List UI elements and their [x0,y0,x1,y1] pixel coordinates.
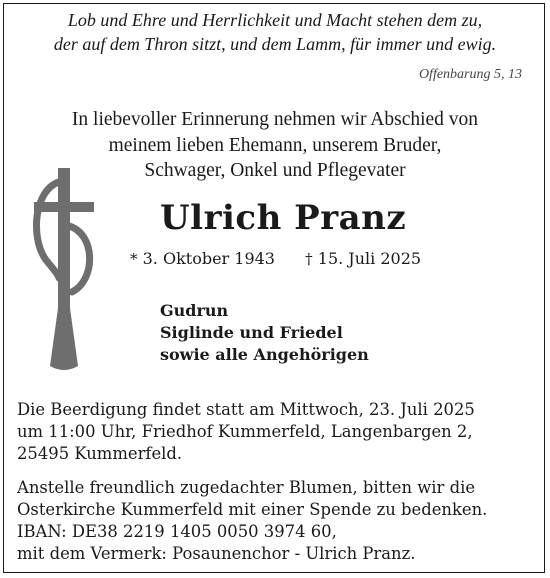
mourner-line: sowie alle Angehörigen [160,345,369,364]
funeral-line-3: 25495 Kummerfeld. [17,444,183,463]
verse-line-1: Lob und Ehre und Herrlichkeit und Macht stehen dem zu, [67,10,483,30]
died-symbol: † [305,250,313,268]
cross-stem [58,168,70,318]
birth-date: 3. Oktober 1943 [142,249,275,268]
mourners-list [160,300,369,366]
born-symbol: * [130,250,138,268]
life-dates [130,248,421,270]
trumpet-loop-right [69,226,90,292]
donation-line-2: Osterkirche Kummerfeld mit einer Spende zu bedenken. [17,500,488,519]
verse-line-2: der auf dem Thron sitzt, und dem Lamm, für immer und ewig. [53,34,497,54]
intro-line-2: meinem lieben Ehemann, unserem Bruder, [108,135,442,156]
deceased-name: Ulrich Pranz [160,198,407,238]
donation-iban: IBAN: DE38 2219 1405 0050 3974 60, [17,522,337,541]
funeral-line-2: um 11:00 Uhr, Friedhof Kummerfeld, Langenbargen 2, [17,422,473,441]
donation-line-1: Anstelle freundlich zugedachter Blumen, bitten wir die [17,478,476,497]
verse-source: Offenbarung 5, 13 [418,67,522,82]
donation-reference: mit dem Vermerk: Posaunenchor - Ulrich Pranz. [17,544,416,563]
funeral-line-1: Die Beerdigung findet statt am Mittwoch, 23. Juli 2025 [17,400,475,419]
trumpet-loop-left [36,182,59,278]
cross-with-trumpet-icon [28,168,100,373]
death-date: 15. Juli 2025 [317,249,422,268]
intro-line-3: Schwager, Onkel und Pflegevater [144,160,406,181]
mourner-line: Gudrun [160,301,229,320]
mourner-line: Siglinde und Friedel [160,323,343,342]
intro-line-1: In liebevoller Erinnerung nehmen wir Abschied von [71,109,479,130]
